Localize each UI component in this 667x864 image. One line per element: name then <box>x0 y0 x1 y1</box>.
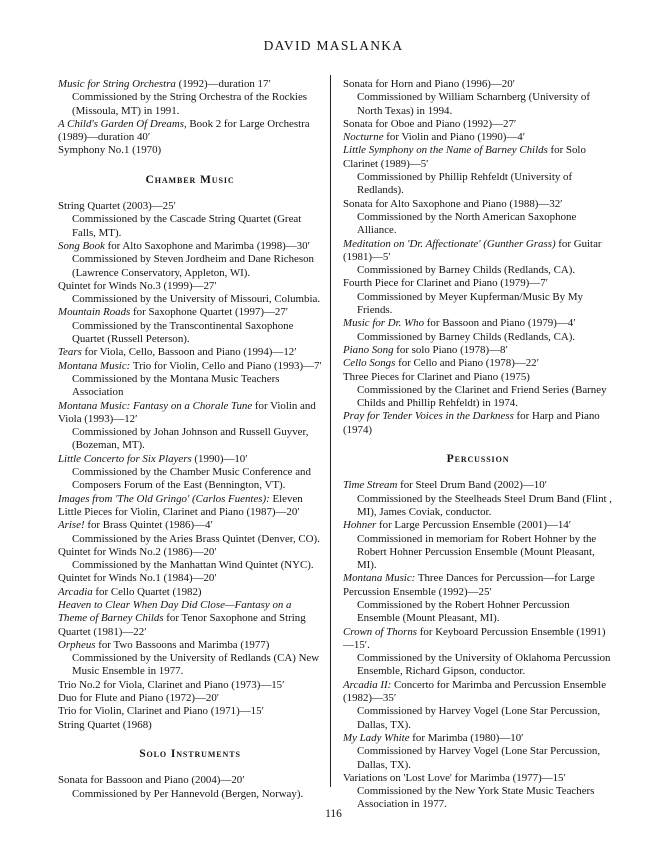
left-column <box>58 78 322 801</box>
work-title-line <box>58 144 322 157</box>
work-title-line <box>58 280 322 293</box>
work-details: for Guitar (1981)—5′ <box>343 237 602 263</box>
work-title-line <box>343 317 613 330</box>
commission-note: Commissioned by the Aries Brass Quintet (Denver, CO). <box>72 532 320 545</box>
work-title-line <box>343 277 613 290</box>
work-details: (1990)—10′ <box>191 452 248 465</box>
work-entry <box>343 344 613 357</box>
work-title-line <box>58 346 322 359</box>
work-details: for Marimba (1980)—10′ <box>409 731 524 744</box>
work-title: Sonata for Oboe and Piano (1992)—27′ <box>343 117 517 130</box>
work-title-line <box>343 238 613 265</box>
work-title-line <box>343 118 613 131</box>
work-title: Mountain Roads <box>58 306 131 319</box>
work-title-line <box>58 493 322 520</box>
work-title: Montana Music: <box>343 572 416 585</box>
work-title: Little Symphony on the Name of Barney Childs <box>343 144 548 157</box>
work-details: Concerto for Marimba and Percussion Ensemble (1982)—35′ <box>343 678 607 705</box>
work-entry <box>58 493 322 520</box>
running-header: DAVID MASLANKA <box>263 38 404 53</box>
work-title: Arcadia II: <box>343 678 392 691</box>
work-title: Variations on 'Lost Love' for Marimba (1977)—15′ <box>343 771 566 784</box>
work-entry <box>343 626 613 679</box>
commission-note: Commissioned in memoriam for Robert Hohner by the Robert Hohner Percussion Ensemble (Mount Pleasant, MI). <box>357 532 597 572</box>
work-title: A Child's Garden Of Dreams, <box>58 117 187 130</box>
commission-note: Commissioned by Per Hannevold (Bergen, Norway). <box>72 787 304 800</box>
commission-note: Commissioned by Meyer Kupferman/Music By My Friends. <box>357 290 583 317</box>
work-entry <box>58 692 322 705</box>
commission-note: Commissioned by Barney Childs (Redlands, CA). <box>357 330 576 343</box>
work-entry <box>58 453 322 493</box>
work-entry <box>58 200 322 240</box>
work-title: Images from 'The Old Gringo' (Carlos Fuentes): <box>58 492 270 505</box>
work-title: String Quartet (2003)—25′ <box>58 200 176 213</box>
work-entry <box>58 240 322 280</box>
commission-note: Commissioned by the Transcontinental Saxophone Quartet (Russell Peterson). <box>72 319 294 346</box>
work-details: for Tenor Saxophone and String Quartet (1981)—22′ <box>58 612 306 638</box>
work-details: for Saxophone Quartet (1997)—27′ <box>130 306 289 319</box>
work-entry <box>343 277 613 317</box>
work-title: Quintet for Winds No.1 (1984)—20′ <box>58 572 217 585</box>
work-details: Three Dances for Percussion—for Large Percussion Ensemble (1992)—25′ <box>343 572 595 598</box>
section-heading: Solo Instruments <box>139 746 241 760</box>
work-title: Symphony No.1 (1970) <box>58 144 162 157</box>
work-title: Quintet for Winds No.3 (1999)—27′ <box>58 279 217 292</box>
work-entry <box>343 572 613 625</box>
work-title-line <box>343 371 613 384</box>
work-title: Piano Song <box>343 343 394 356</box>
work-entry <box>343 238 613 278</box>
work-title: Nocturne <box>343 131 384 144</box>
work-details: for Cello and Piano (1978)—22′ <box>395 357 539 370</box>
work-details: for Violin and Viola (1993)—12′ <box>58 399 316 425</box>
work-entry <box>58 546 322 573</box>
commission-note: Commissioned by Harvey Vogel (Lone Star Percussion, Dallas, TX). <box>357 745 601 771</box>
work-title-line <box>343 144 613 171</box>
work-details: Trio for Violin, Cello and Piano (1993)—7′ <box>130 359 322 372</box>
work-title-line <box>343 572 613 599</box>
work-details: for Solo Clarinet (1989)—5′ <box>343 144 586 170</box>
work-details: for solo Piano (1978)—8′ <box>393 343 508 356</box>
commission-note: Commissioned by Phillip Rehfeldt (University of Redlands). <box>357 171 573 197</box>
section-heading: Chamber Music <box>145 172 235 186</box>
work-title-line <box>58 719 322 732</box>
work-title-line <box>58 240 322 253</box>
page-number: 116 <box>325 808 342 820</box>
work-details: for Steel Drum Band (2002)—10′ <box>397 479 548 492</box>
work-details: for Violin and Piano (1990)—4′ <box>383 131 526 144</box>
commission-note: Commissioned by the String Orchestra of the Rockies (Missoula, MT) in 1991. <box>72 91 308 117</box>
work-title: Sonata for Alto Saxophone and Piano (1988)—32′ <box>343 197 563 210</box>
work-title: Trio No.2 for Viola, Clarinet and Piano (1973)—15′ <box>58 678 285 691</box>
commission-note: Commissioned by the Cascade String Quartet (Great Falls, MT). <box>72 213 302 239</box>
work-title: Cello Songs <box>343 357 396 370</box>
work-title-line <box>343 198 613 211</box>
work-title-line <box>58 453 322 466</box>
work-entry <box>343 78 613 118</box>
work-title-line <box>58 200 322 213</box>
commission-note: Commissioned by the University of Missouri, Columbia. <box>72 293 321 306</box>
work-title-line <box>58 679 322 692</box>
commission-note: Commissioned by Johan Johnson and Russell Guyver, (Bozeman, MT). <box>72 426 309 452</box>
work-entry <box>343 317 613 344</box>
work-title: Tears <box>58 346 82 359</box>
work-entry <box>58 306 322 346</box>
work-title: Three Pieces for Clarinet and Piano (1975) <box>343 370 530 383</box>
work-title: Quintet for Winds No.2 (1986)—20′ <box>58 545 217 558</box>
work-title-line <box>343 344 613 357</box>
work-entry <box>58 679 322 692</box>
work-details: for Large Percussion Ensemble (2001)—14′ <box>376 519 572 532</box>
column-divider <box>330 75 331 787</box>
work-title: Duo for Flute and Piano (1972)—20′ <box>58 692 220 705</box>
work-entry <box>58 78 322 118</box>
work-title: Music for Dr. Who <box>343 317 425 330</box>
work-entry <box>343 371 613 411</box>
work-entry <box>58 572 322 585</box>
commission-note: Commissioned by Steven Jordheim and Dane Richeson (Lawrence Conservatory, Appleton, WI). <box>72 253 314 279</box>
work-title-line <box>58 586 322 599</box>
work-title-line <box>58 692 322 705</box>
work-title-line <box>58 400 322 427</box>
work-title: Arise! <box>58 519 85 532</box>
work-title: Song Book <box>58 239 105 252</box>
commission-note: Commissioned by the Robert Hohner Percussion Ensemble (Mount Pleasant, MI). <box>357 598 570 625</box>
work-title: Meditation on 'Dr. Affectionate' (Gunther Grass) <box>343 237 556 250</box>
work-title-line <box>58 360 322 373</box>
work-title-line <box>58 774 322 787</box>
work-entry <box>58 599 322 639</box>
work-title-line <box>343 772 613 785</box>
work-details: for Cello Quartet (1982) <box>92 585 202 598</box>
work-entry <box>58 639 322 679</box>
work-title-line <box>343 479 613 492</box>
work-title: My Lady White <box>343 731 410 744</box>
work-entry <box>343 519 613 572</box>
work-title-line <box>343 519 613 532</box>
work-title-line <box>58 639 322 652</box>
work-details: for Bassoon and Piano (1979)—4′ <box>424 317 576 330</box>
work-title-line <box>343 679 613 706</box>
work-title-line <box>343 357 613 370</box>
commission-note: Commissioned by the North American Saxophone Alliance. <box>357 210 577 237</box>
work-details: for Viola, Cello, Bassoon and Piano (1994)—12′ <box>81 346 297 359</box>
work-title-line <box>343 410 613 437</box>
work-details: Book 2 for Large Orchestra (1989)—duration 40′ <box>58 117 310 144</box>
work-entry <box>343 772 613 812</box>
work-title: Montana Music: <box>58 359 131 372</box>
work-entry <box>58 705 322 718</box>
section-heading: Percussion <box>446 452 510 466</box>
work-entry <box>343 732 613 772</box>
work-entry <box>58 719 322 732</box>
commission-note: Commissioned by the Clarinet and Friend Series (Barney Childs and Phillip Rehfeldt) in 1974. <box>357 383 607 410</box>
commission-note: Commissioned by the University of Oklahoma Percussion Ensemble, Richard Gipson, conductor. <box>357 652 611 678</box>
work-title-line <box>58 546 322 559</box>
commission-note: Commissioned by Harvey Vogel (Lone Star Percussion, Dallas, TX). <box>357 705 601 731</box>
work-title-line <box>58 519 322 532</box>
work-entry <box>343 479 613 519</box>
work-entry <box>343 357 613 370</box>
work-entry <box>58 400 322 453</box>
work-title-line <box>343 131 613 144</box>
work-details: for Two Bassoons and Marimba (1977) <box>95 638 270 651</box>
work-entry <box>58 774 322 801</box>
work-entry <box>58 144 322 157</box>
work-entry <box>58 280 322 307</box>
work-title: Music for String Orchestra <box>58 78 176 90</box>
work-title: Fourth Piece for Clarinet and Piano (1979)—7′ <box>343 277 549 290</box>
work-title-line <box>58 705 322 718</box>
work-title-line <box>58 118 322 145</box>
work-entry <box>343 679 613 732</box>
commission-note: Commissioned by Barney Childs (Redlands, CA). <box>357 264 576 277</box>
work-entry <box>343 118 613 131</box>
commission-note: Commissioned by the University of Redlands (CA) New Music Ensemble in 1977. <box>72 652 320 678</box>
work-title: Hohner <box>343 519 377 532</box>
work-title: Sonata for Bassoon and Piano (2004)—20′ <box>58 774 245 787</box>
work-title: Trio for Violin, Clarinet and Piano (1971)—15′ <box>58 705 264 718</box>
work-title: Arcadia <box>58 585 93 598</box>
work-title: Pray for Tender Voices in the Darkness <box>343 410 514 423</box>
work-details: for Alto Saxophone and Marimba (1998)—30′ <box>104 239 310 252</box>
commission-note: Commissioned by the Chamber Music Conference and Composers Forum of the East (Bennington, VT). <box>72 466 311 492</box>
commission-note: Commissioned by the Steelheads Steel Drum Band (Flint , MI), James Coviak, conductor. <box>357 492 612 518</box>
work-title-line <box>58 599 322 639</box>
work-entry <box>343 144 613 197</box>
commission-note: Commissioned by the Manhattan Wind Quintet (NYC). <box>72 559 314 572</box>
work-details: for Keyboard Percussion Ensemble (1991)—15′. <box>343 625 606 651</box>
work-title-line <box>58 306 322 319</box>
work-title-line <box>58 572 322 585</box>
work-title: Heaven to Clear When Day Did Close—Fantasy on a Theme of Barney Childs <box>58 598 292 625</box>
work-details: for Brass Quintet (1986)—4′ <box>84 519 213 532</box>
work-details: Eleven Little Pieces for Violin, Clarinet and Piano (1987)—20′ <box>58 492 303 518</box>
work-entry <box>58 519 322 546</box>
commission-note: Commissioned by the New York State Music Teachers Association in 1977. <box>357 785 595 811</box>
work-title: Time Stream <box>343 479 398 492</box>
work-title: Little Concerto for Six Players <box>58 452 192 465</box>
work-entry <box>343 198 613 238</box>
work-title: Montana Music: Fantasy on a Chorale Tune <box>58 399 253 412</box>
commission-note: Commissioned by William Scharnberg (University of North Texas) in 1994. <box>357 91 590 117</box>
work-entry <box>343 410 613 437</box>
work-entry <box>58 118 322 145</box>
work-title: String Quartet (1968) <box>58 718 152 731</box>
right-column <box>343 78 613 812</box>
work-details: for Harp and Piano (1974) <box>343 410 600 436</box>
work-title: Sonata for Horn and Piano (1996)—20′ <box>343 78 516 90</box>
commission-note: Commissioned by the Montana Music Teachers Association <box>72 372 280 399</box>
work-entry <box>58 346 322 359</box>
work-details: (1992)—duration 17′ <box>175 78 271 90</box>
work-entry <box>343 131 613 144</box>
work-title-line <box>343 78 613 91</box>
work-title: Orpheus <box>58 638 96 651</box>
work-entry <box>58 586 322 599</box>
work-title-line <box>343 732 613 745</box>
work-title-line <box>343 626 613 653</box>
work-title-line <box>58 78 322 91</box>
work-title: Crown of Thorns <box>343 625 418 638</box>
work-entry <box>58 360 322 400</box>
